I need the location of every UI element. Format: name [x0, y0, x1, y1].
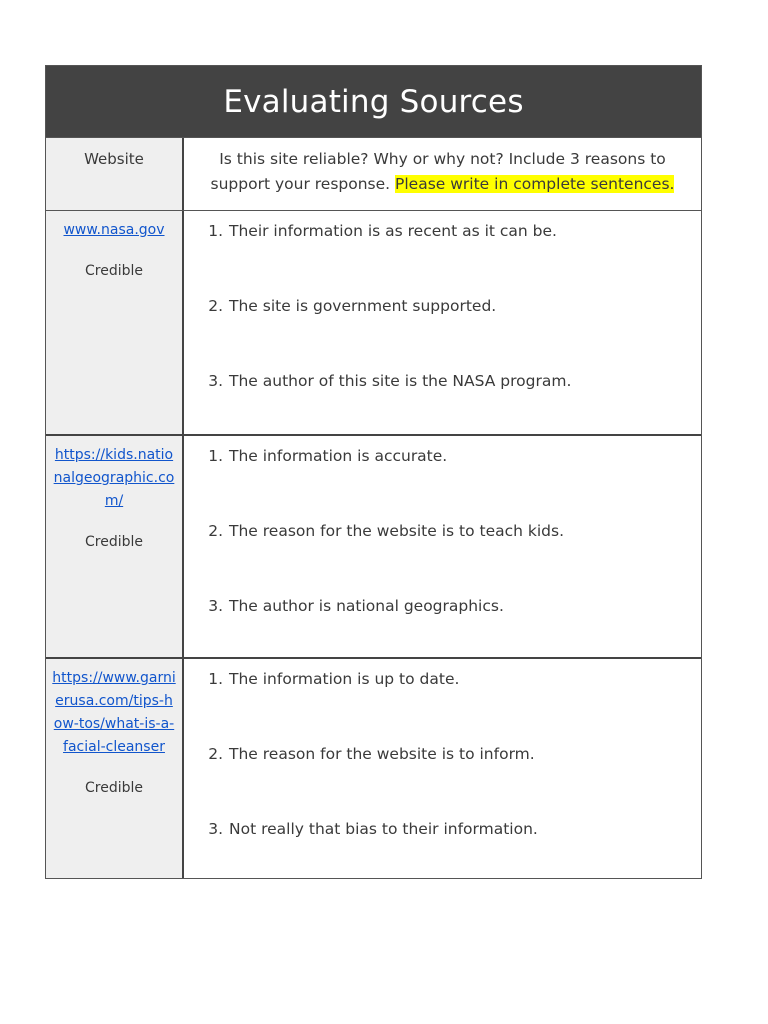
website-cell — [46, 436, 184, 657]
list-item — [200, 444, 691, 519]
item-text: The author of this site is the NASA program. — [229, 372, 572, 390]
table-title: Evaluating Sources — [46, 66, 701, 137]
instruction-highlight: Please write in complete sentences. — [395, 175, 675, 193]
reasons-cell — [184, 436, 701, 657]
item-text: Not really that bias to their information. — [229, 820, 538, 838]
list-item — [200, 219, 691, 294]
item-text: The author is national geographics. — [229, 597, 504, 615]
website-link[interactable]: www.nasa.gov — [63, 222, 165, 238]
website-cell — [46, 659, 184, 878]
item-text: The information is up to date. — [229, 670, 460, 688]
header-row — [46, 137, 701, 210]
item-text: Their information is as recent as it can be. — [229, 222, 557, 240]
credibility-status: Credible — [84, 780, 143, 796]
item-number: 2. — [208, 297, 223, 315]
item-number: 1. — [208, 670, 223, 688]
credibility-status: Credible — [84, 263, 143, 279]
list-item — [200, 594, 691, 669]
item-text: The information is accurate. — [229, 447, 448, 465]
list-item — [200, 667, 691, 742]
table-row — [46, 657, 701, 878]
website-column-header: Website — [46, 138, 184, 210]
evaluating-sources-table — [45, 65, 702, 879]
list-item — [200, 294, 691, 369]
website-link[interactable]: https://www.garnierusa.com/tips-how-tos/what-is-a-facial-cleanser — [52, 670, 176, 755]
list-item — [200, 817, 691, 892]
item-number: 2. — [208, 522, 223, 540]
item-number: 2. — [208, 745, 223, 763]
item-number: 1. — [208, 222, 223, 240]
item-text: The site is government supported. — [229, 297, 497, 315]
list-item — [200, 519, 691, 594]
item-number: 3. — [208, 820, 223, 838]
reasons-cell — [184, 211, 701, 434]
item-text: The reason for the website is to inform. — [229, 745, 535, 763]
table-row — [46, 434, 701, 657]
reasons-cell — [184, 659, 701, 878]
question-text: Is this site reliable? Why or why not? Include 3 reasons to support your response. — [210, 150, 666, 193]
question-column-header — [184, 138, 701, 210]
item-number: 3. — [208, 372, 223, 390]
item-number: 3. — [208, 597, 223, 615]
website-link[interactable]: https://kids.nationalgeographic.com/ — [53, 447, 175, 509]
list-item — [200, 742, 691, 817]
credibility-status: Credible — [84, 534, 143, 550]
list-item — [200, 369, 691, 444]
table-row — [46, 210, 701, 434]
item-number: 1. — [208, 447, 223, 465]
website-cell — [46, 211, 184, 434]
item-text: The reason for the website is to teach kids. — [229, 522, 565, 540]
